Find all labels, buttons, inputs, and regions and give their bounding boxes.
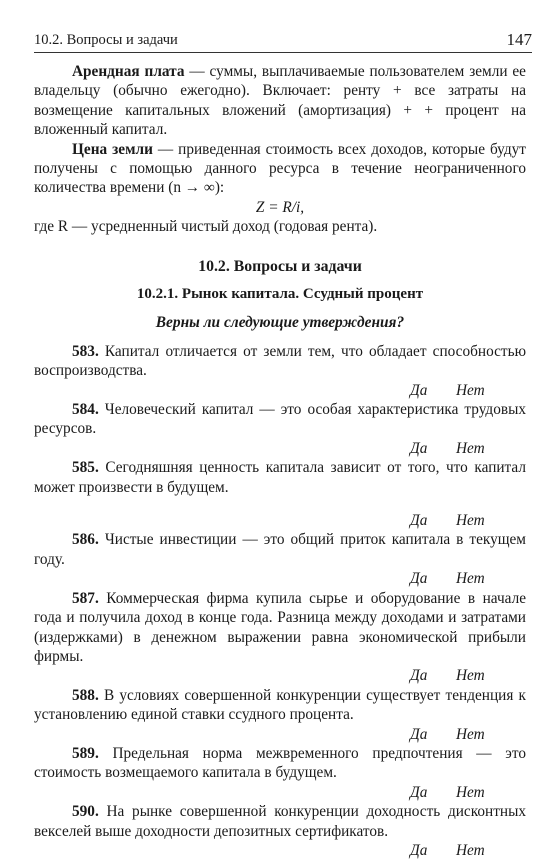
question-number: 590.	[72, 803, 99, 821]
question-text: Предельная норма межвременного предпочтения — это стоимость возмещаемого капитала в будущем.	[34, 744, 526, 782]
answer-yes: Да	[410, 570, 428, 588]
question-number: 584.	[72, 401, 99, 419]
answer-yes: Да	[410, 439, 428, 457]
question-text: Капитал отличается от земли тем, что обладает способностью воспроизводства.	[34, 342, 526, 380]
question-block-title: Верны ли следующие утверждения?	[155, 314, 405, 332]
question-item	[34, 530, 526, 569]
answer-options	[34, 783, 526, 802]
question-item	[34, 686, 526, 725]
question-number: 585.	[72, 459, 99, 477]
answer-options	[34, 666, 526, 685]
answer-options	[34, 841, 526, 860]
running-header-title: 10.2. Вопросы и задачи	[34, 32, 178, 48]
question-item	[34, 458, 526, 497]
answer-no: Нет	[456, 783, 485, 801]
definition-text: — суммы, выплачиваемые пользователем земли ее владельцу (обычно ежегодно). Включает: ренту + все затраты на возмещение капитальных вложений (амортизация) + + процент на вложенный капитал.	[34, 63, 526, 139]
page-body	[34, 62, 526, 860]
subsection-title: 10.2.1. Рынок капитала. Ссудный процент	[136, 286, 424, 303]
answer-no: Нет	[456, 725, 485, 743]
answer-no: Нет	[456, 841, 485, 859]
answer-yes: Да	[410, 841, 428, 859]
section-title: 10.2. Вопросы и задачи	[198, 257, 362, 275]
question-item	[34, 744, 526, 783]
answer-options	[34, 569, 526, 588]
answer-no: Нет	[456, 512, 485, 530]
answer-no: Нет	[456, 667, 485, 685]
running-header	[34, 30, 532, 53]
answer-options	[34, 381, 526, 400]
answer-yes: Да	[410, 725, 428, 743]
formula-note: где R — усредненный чистый доход (годовая рента).	[34, 218, 378, 236]
question-text: Чистые инвестиции — это общий приток капитала в текущем году.	[34, 531, 526, 568]
question-number: 587.	[72, 589, 99, 607]
question-text: Сегодняшняя ценность капитала зависит от того, что капитал может произвести в будущем.	[34, 459, 526, 496]
question-item	[34, 589, 526, 667]
question-item	[34, 802, 526, 841]
question-number: 588.	[72, 686, 99, 704]
answer-options	[34, 511, 526, 530]
definition-term: Арендная плата	[72, 63, 185, 80]
question-text: Человеческий капитал — это особая характеристика трудовых ресурсов.	[34, 401, 526, 438]
question-text: На рынке совершенной конкуренции доходность дисконтных векселей выше доходности депозитных сертификатов.	[34, 803, 526, 840]
definition-rent	[34, 62, 526, 140]
answer-yes: Да	[410, 381, 428, 399]
page-number: 147	[506, 30, 532, 49]
answer-no: Нет	[456, 570, 485, 588]
question-number: 589.	[72, 744, 99, 762]
answer-yes: Да	[410, 783, 428, 801]
question-item	[34, 400, 526, 439]
definition-land-price	[34, 140, 526, 198]
question-text: В условиях совершенной конкуренции существует тенденция к установлению единой ставки ссудного процента.	[34, 686, 526, 724]
question-number: 583.	[72, 342, 99, 360]
answer-yes: Да	[410, 667, 428, 685]
answer-yes: Да	[410, 512, 428, 530]
question-list	[34, 342, 526, 860]
definition-text: — приведенная стоимость всех доходов, которые будут получены с помощью данного ресурса в течение неограниченного количества времени (n → ∞):	[34, 140, 526, 197]
answer-no: Нет	[456, 439, 485, 457]
definition-term: Цена земли	[72, 140, 153, 158]
question-text: Коммерческая фирма купила сырье и оборудование в начале года и получила доход в конце года. Разница между доходами и затратами (издержками) в денежном выражении равна экономической прибыли фирмы.	[34, 589, 526, 665]
answer-options	[34, 725, 526, 744]
question-item	[34, 342, 526, 381]
formula: Z = R/i,	[255, 198, 305, 216]
question-number: 586.	[72, 531, 99, 549]
answer-no: Нет	[456, 381, 485, 399]
answer-options	[34, 439, 526, 458]
